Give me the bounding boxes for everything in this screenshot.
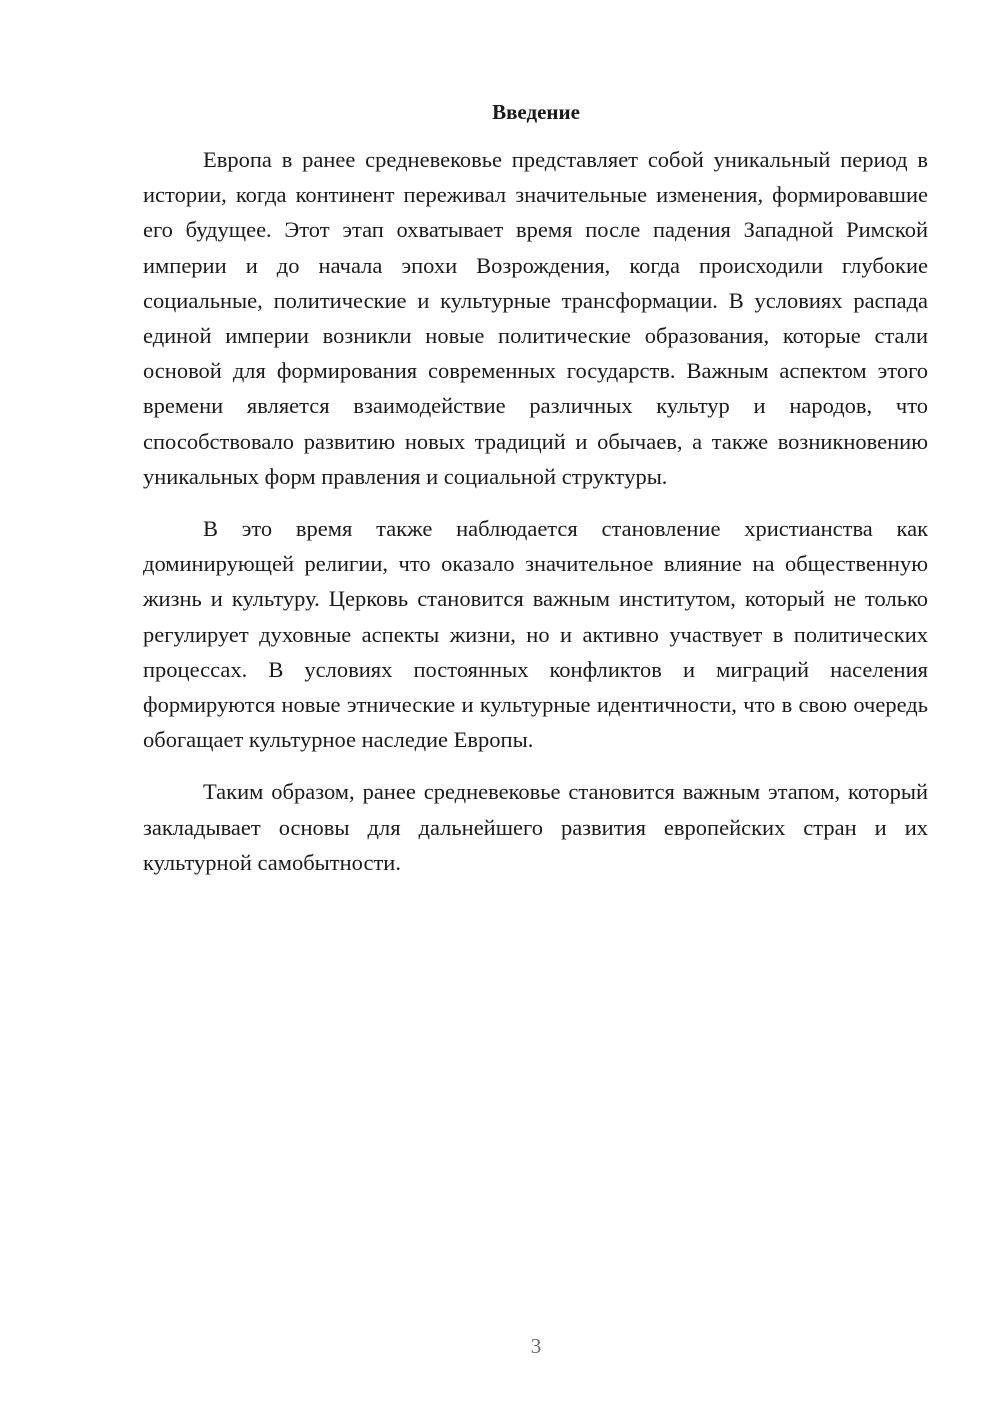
paragraph-2: В это время также наблюдается становление христианства как доминирующей религии, что оказало значительное влияние на общественную жизнь и культуру. Церковь становится важным институтом, который не только регулирует духовные аспекты жизни, но и активно участвует в политических процессах. В условиях постоянных конфликтов и миграций населения формируются новые этнические и культурные идентичности, что в свою очередь обогащает культурное наследие Европы. — [143, 516, 928, 753]
body-text — [143, 142, 928, 897]
section-heading: Введение — [492, 100, 580, 124]
page-number: 3 — [530, 1334, 542, 1358]
paragraph-3: Таким образом, ранее средневековье становится важным этапом, который закладывает основы для дальнейшего развития европейских стран и их культурной самобытности. — [143, 779, 928, 875]
paragraph-1: Европа в ранее средневековье представляет собой уникальный период в истории, когда континент переживал значительные изменения, формировавшие его будущее. Этот этап охватывает время после падения Западной Римской империи и до начала эпохи Возрождения, когда происходили глубокие социальные, политические и культурные трансформации. В условиях распада единой империи возникли новые политические образования, которые стали основой для формирования современных государств. Важным аспектом этого времени является взаимодействие различных культур и народов, что способствовало развитию новых традиций и обычаев, а также возникновению уникальных форм правления и социальной структуры. — [143, 147, 928, 489]
